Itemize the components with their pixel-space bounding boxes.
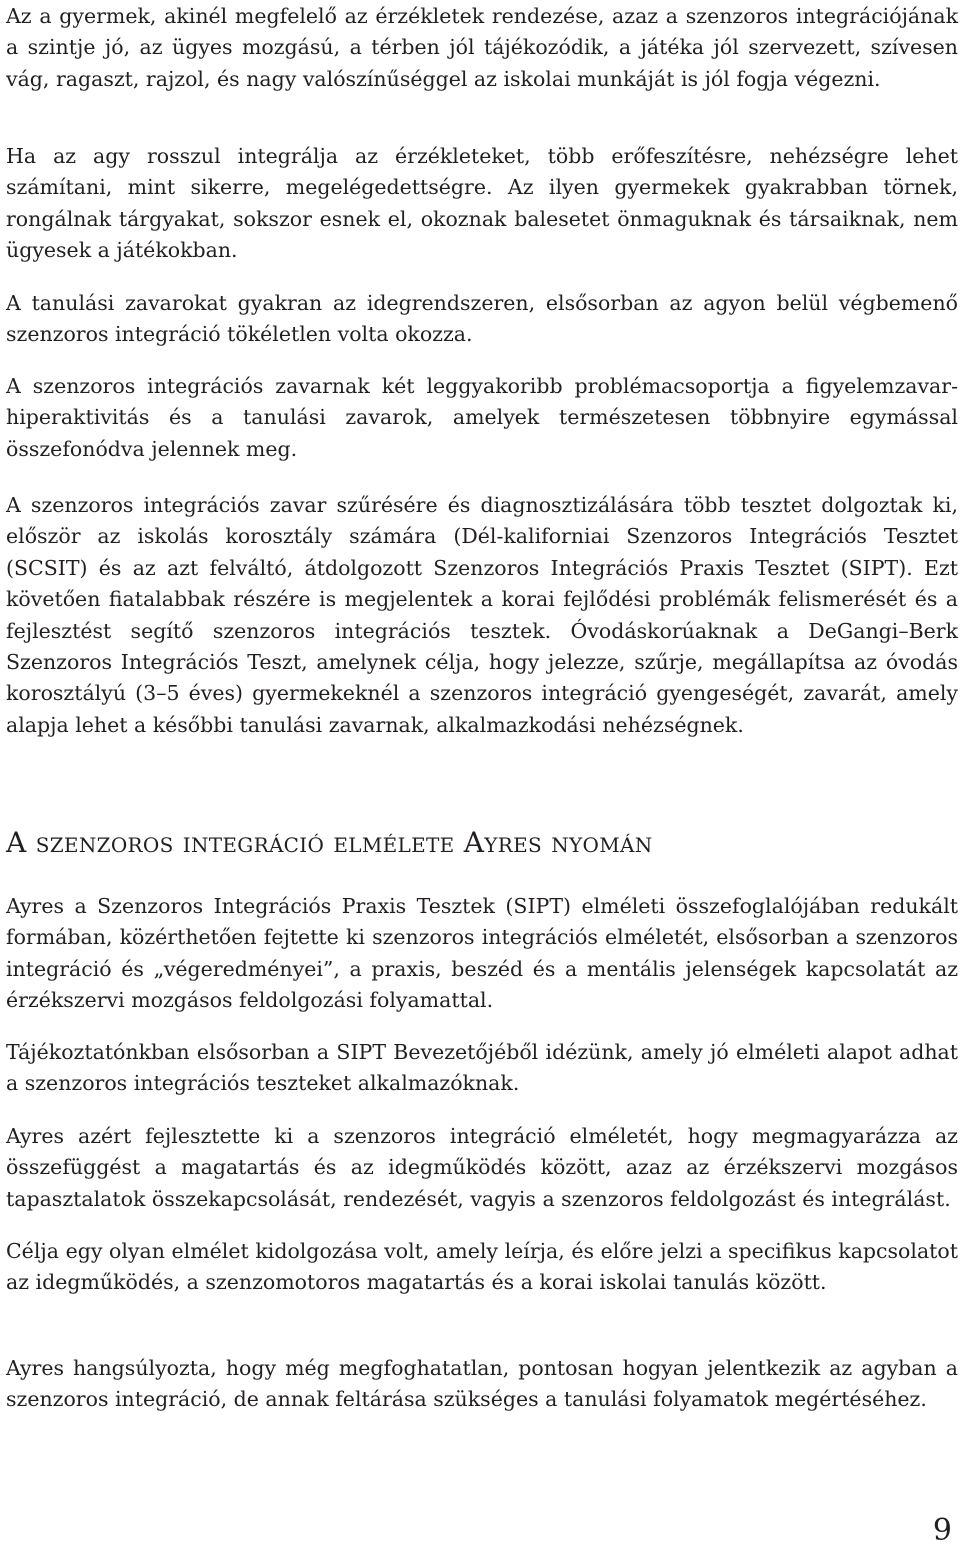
body-paragraph: Ha az agy rosszul integrálja az érzékleteket, több erőfeszítésre, nehézségre lehet számítani, mint sikerre, megelégedettségre. Az ilyen gyermekek gyakrabban törnek, rongálnak tárgyakat, sokszor esnek el, okoznak balesetet önmaguknak és társaiknak, nem ügyesek a játékokban. bbox=[6, 144, 958, 263]
section-paragraph: Ayres hangsúlyozta, hogy még megfoghatatlan, pontosan hogyan jelentkezik az agyban a szenzoros integráció, de annak feltárása szükséges a tanulási folyamatok megértéséhez. bbox=[6, 1356, 958, 1412]
section-paragraph: Tájékoztatónkban elsősorban a SIPT Bevezetőjéből idézünk, amely jó elméleti alapot adhat a szenzoros integrációs teszteket alkalmazóknak. bbox=[6, 1040, 958, 1096]
body-paragraph: A szenzoros integrációs zavar szűrésére és diagnosztizálására több tesztet dolgoztak ki, először az iskolás korosztály számára (Dél-kaliforniai Szenzoros Integrációs Tesztet (SCSIT) és az azt felváltó, átdolgozott Szenzoros Integrációs Praxis Tesztet (SIPT). Ezt követően fiatalabbak részére is megjelentek a korai fejlődési problémák felismerését és a fejlesztést segítő szenzoros integrációs tesztek. Óvodáskorúaknak a DeGangi–Berk Szenzoros Integrációs Teszt, amelynek célja, hogy jelezze, szűrje, megállapítsa az óvodás korosztályú (3–5 éves) gyermekeknél a szenzoros integráció gyengeségét, zavarát, amely alapja lehet a későbbi tanulási zavarnak, alkalmazkodási nehézségnek. bbox=[6, 493, 958, 737]
section-heading: A szenzoros integráció elmélete Ayres nyomán bbox=[6, 826, 653, 859]
body-paragraph: Az a gyermek, akinél megfelelő az érzékletek rendezése, azaz a szenzoros integrációjának a szintje jó, az ügyes mozgású, a térben jól tájékozódik, a játéka jól szervezett, szívesen vág, ragaszt, rajzol, és nagy valószínűséggel az iskolai munkáját is jól fogja végezni. bbox=[6, 4, 958, 91]
body-paragraph: A tanulási zavarokat gyakran az idegrendszeren, elsősorban az agyon belül végbemenő szenzoros integráció tökéletlen volta okozza. bbox=[6, 291, 958, 347]
section-paragraph: Ayres azért fejlesztette ki a szenzoros integráció elméletét, hogy megmagyarázza az összefüggést a magatartás és az idegműködés között, azaz az érzékszervi mozgásos tapasztalatok összekapcsolását, rendezését, vagyis a szenzoros feldolgozást és integrálást. bbox=[6, 1124, 958, 1211]
body-paragraph: A szenzoros integrációs zavarnak két leggyakoribb problémacsoportja a figyelemzavar-hiperaktivitás és a tanulási zavarok, amelyek természetesen többnyire egymással összefonódva jelennek meg. bbox=[6, 374, 958, 461]
page-number: 9 bbox=[932, 1513, 952, 1548]
section-paragraph: Ayres a Szenzoros Integrációs Praxis Tesztek (SIPT) elméleti összefoglalójában redukált formában, közérthetően fejtette ki szenzoros integrációs elméletét, elsősorban a szenzoros integráció és „végeredményei”, a praxis, beszéd és a mentális jelenségek kapcsolatát az érzékszervi mozgásos feldolgozási folyamattal. bbox=[6, 894, 958, 1013]
section-paragraph: Célja egy olyan elmélet kidolgozása volt, amely leírja, és előre jelzi a specifikus kapcsolatot az idegműködés, a szenzomotoros magatartás és a korai iskolai tanulás között. bbox=[6, 1239, 958, 1295]
